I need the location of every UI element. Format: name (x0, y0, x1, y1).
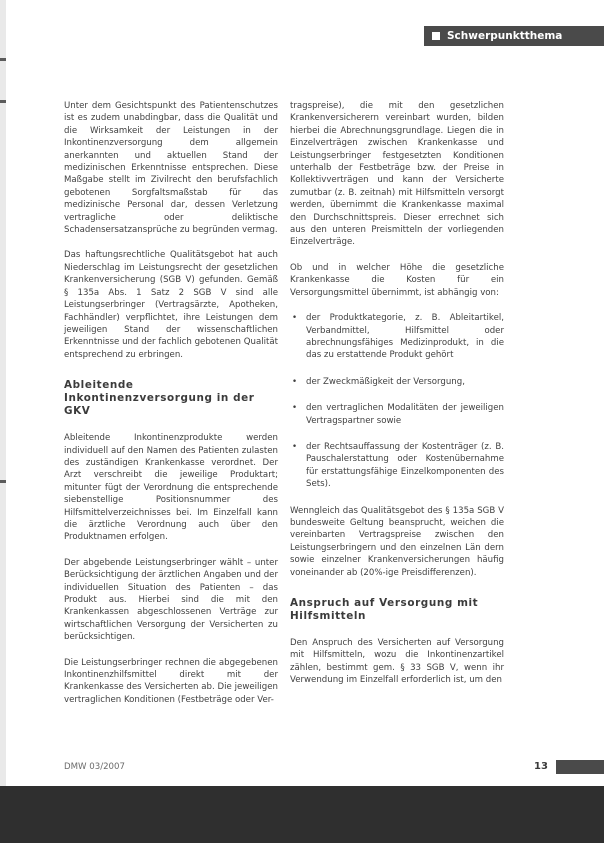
paragraph: Ableitende Inkontinenzprodukte werden individuell auf den Namen des Patienten zulasten des zuständigen Krankenkasse verordnet. Der Arzt verschreibt die jeweilige Produktart; mitunter fügt der Verordnung die entsprechende siebenstellige Positionsnummer des Hilfsmittelverzeichnisses bei. Im Einzelfall kann die ärztliche Verordnung auch über den Produktnamen erfolgen. (64, 433, 278, 543)
paragraph: tragspreise), die mit den gesetzlichen Krankenversicherern vereinbart wurden, bilden hierbei die Abrechnungsgrundlage. Liegen die in Einzelverträgen zwischen Krankenkasse und Leistungserbringer festgesetzten Konditionen unterhalb der Festbeträge bzw. der Preise in Kollektivverträgen und kann der Versicherte zumutbar (z. B. zeitnah) mit Hilfsmitteln versorgt werden, übernimmt die Krankenkasse maximal den Durchschnittspreis. Dieser errechnet sich aus den unteren Preismitteln der vorliegenden Einzelverträge. (290, 101, 504, 248)
bullet-icon: • (292, 376, 298, 387)
bullet-icon: • (292, 403, 298, 414)
paragraph: Unter dem Gesichtspunkt des Patientenschutzes ist es zudem unabdingbar, dass die Qualität und die Wirksamkeit der Leistungen in der Inkontinenzversorgung dem allgemein anerkannten und aktuellen Stand der medizinischen Erkenntnisse entsprechen. Diese Maßgabe stellt im Zivilrecht den berufsfachlich gebotenen Sorgfaltsmaßstab für das medizinische Personal dar, dessen Verletzung vertragliche oder deliktische Schadensersatzansprüche zu begründen vermag. (64, 101, 278, 236)
page-number: 13 (534, 761, 548, 772)
paragraph: Das haftungsrechtliche Qualitätsgebot hat auch Niederschlag im Leistungsrecht der gesetzlichen Krankenversicherung (SGB V) gefunden. Gemäß § 135a Abs. 1 Satz 2 SGB V sind alle Leistungserbringer (Vertragsärzte, Apotheken, Fachhändler) verpflichtet, ihre Leistungen dem jeweiligen Stand der wissenschaftlichen Erkenntnisse und der fachlich gebotenen Qualität entsprechend zu erbringen. (64, 250, 278, 360)
issue-label: DMW 03/2007 (64, 762, 125, 772)
section-heading: Ableitende Inkontinenzversorgung in der GKV (64, 379, 255, 418)
right-column (290, 100, 504, 700)
list-item-text: der Rechtsauffassung der Kostenträger (z. B. Pauschalerstattung oder Kostenübernahme für erstattungsfähige Einzelkomponenten des Sets). (306, 441, 504, 490)
footer-bar (556, 760, 604, 774)
bullet-icon: • (292, 441, 298, 452)
paragraph: Ob und in welcher Höhe die gesetzliche Krankenkasse die Kosten für ein Versorgungsmittel übernimmt, ist abhängig von: (290, 262, 504, 298)
left-edge-strip (0, 0, 6, 843)
list-item-text: der Zweckmäßigkeit der Versorgung, (306, 376, 465, 387)
list-item-text: der Produktkategorie, z. B. Ableitartikel, Verbandmittel, Hilfsmittel oder abrechnungsfähiges Medizinprodukt, in die das zu erstattende Produkt gehört (306, 313, 504, 361)
edge-mark (0, 480, 6, 483)
bullet-icon: • (292, 313, 298, 324)
paragraph: Den Anspruch des Versicherten auf Versorgung mit Hilfsmitteln, wozu die Inkontinenzartikel zählen, bestimmt gem. § 33 SGB V, wenn ihr Verwendung im Einzelfall erforderlich ist, um den (290, 638, 504, 686)
section-heading: Anspruch auf Versorgung mit Hilfsmitteln (290, 597, 479, 622)
list-item-text: den vertraglichen Modalitäten der jeweiligen Vertragspartner sowie (306, 403, 504, 426)
paragraph: Der abgebende Leistungserbringer wählt – unter Berücksichtigung der ärztlichen Angaben und der individuellen Situation des Patienten – das Produkt aus. Hierbei sind die mit den Krankenkassen abgeschlossenen Verträge zur wirtschaftlichen Versorgung der Versicherten zu berücksichtigen. (64, 557, 278, 643)
paragraph: Wenngleich das Qualitätsgebot des § 135a SGB V bundesweite Geltung beansprucht, weichen die vereinbarten Vertragspreise zwischen den Leistungserbringern und den einzelnen Län dern sowie einzelner Krankenversicherungen häufig voneinander ab (20%-ige Preisdifferenzen). (290, 505, 504, 578)
edge-mark (0, 100, 6, 103)
section-label: Schwerpunktthema (447, 30, 563, 42)
bullet-list (290, 312, 504, 490)
list-item (290, 312, 504, 362)
list-item (290, 441, 504, 491)
edge-mark (0, 58, 6, 61)
left-column (64, 100, 278, 719)
square-icon (432, 32, 440, 40)
bottom-band (0, 786, 604, 843)
section-header (424, 26, 604, 46)
paragraph: Die Leistungserbringer rechnen die abgegebenen Inkontinenzhilfsmittel direkt mit der Krankenkasse des Versicherten ab. Die jeweiligen vertraglichen Konditionen (Festbeträge oder Ver- (64, 657, 278, 705)
list-item (290, 376, 504, 388)
list-item (290, 402, 504, 427)
